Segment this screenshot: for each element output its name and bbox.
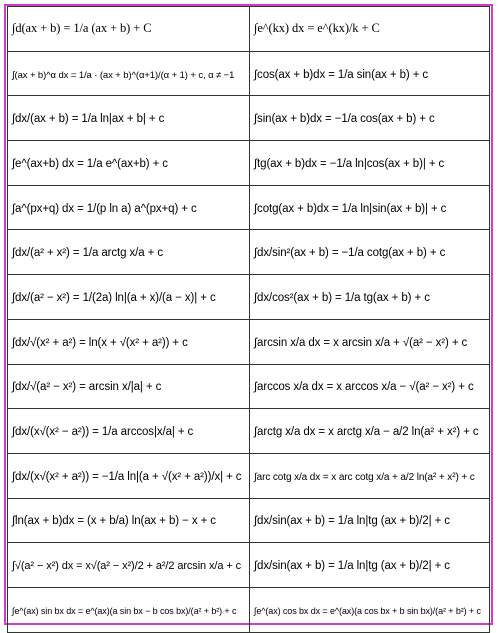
formula-cell (250, 96, 490, 141)
formula: ∫(ax + b)^α dx = 1/a · (ax + b)^(α+1)/(α + 1) + c, α ≠ −1 (12, 69, 235, 81)
table-row (8, 319, 490, 364)
table-row (8, 543, 490, 588)
formula: ∫cos(ax + b)dx = 1/a sin(ax + b) + c (254, 68, 429, 81)
formula: ∫dx/(x√(x² + a²)) = −1/a ln|(a + √(x² + a²))/x| + c (12, 470, 242, 483)
formula-cell (250, 453, 490, 498)
formula: ∫dx/cos²(ax + b) = 1/a tg(ax + b) + c (254, 291, 430, 304)
formula-cell (8, 319, 250, 364)
formula: ∫dx/(x√(x² − a²)) = 1/a arccos|x/a| + c (12, 426, 194, 439)
table-row (8, 7, 490, 52)
formula-cell (8, 587, 250, 632)
formula: ∫√(a² − x²) dx = x√(a² − x²)/2 + a²/2 arcsin x/a + c (12, 560, 242, 573)
formula: ∫cotg(ax + b)dx = 1/a ln|sin(ax + b)| + c (254, 202, 447, 215)
formula-cell (250, 364, 490, 409)
formula-cell (8, 453, 250, 498)
formula: ∫sin(ax + b)dx = −1/a cos(ax + b) + c (254, 113, 435, 126)
formula: ∫arcsin x/a dx = x arcsin x/a + √(a² − x²) + c (254, 336, 468, 349)
formula: ∫dx/√(a² − x²) = arcsin x/|a| + c (12, 381, 162, 394)
formula: ∫tg(ax + b)dx = −1/a ln|cos(ax + b)| + c (254, 157, 445, 170)
formula-cell (250, 543, 490, 588)
formula-cell (250, 141, 490, 186)
formula-cell (8, 141, 250, 186)
formula: ∫e^(ax) cos bx dx = e^(ax)(a cos bx + b sin bx)/(a² + b²) + c (254, 605, 481, 616)
formula-cell (250, 230, 490, 275)
formula: ∫arccos x/a dx = x arccos x/a − √(a² − x²) + c (254, 381, 474, 394)
formula: ∫e^(ax+b) dx = 1/a e^(ax+b) + c (12, 157, 168, 170)
table-row (8, 364, 490, 409)
formula-cell (250, 7, 490, 52)
formula: ∫dx/(a² − x²) = 1/(2a) ln|(a + x)/(a − x)| + c (12, 291, 216, 304)
formula-cell (8, 275, 250, 320)
formula: ∫arctg x/a dx = x arctg x/a − a/2 ln(a² + x²) + c (254, 426, 479, 439)
formula-cell (250, 51, 490, 96)
table-row (8, 275, 490, 320)
table-row (8, 453, 490, 498)
table-row (8, 141, 490, 186)
formula: ∫e^(ax) sin bx dx = e^(ax)(a sin bx − b cos bx)/(a² + b²) + c (12, 605, 237, 616)
table-row (8, 409, 490, 454)
formula: ∫ln(ax + b)dx = (x + b/a) ln(ax + b) − x + c (12, 515, 216, 528)
formula-cell (250, 587, 490, 632)
formula-cell (8, 51, 250, 96)
formula-cell (8, 364, 250, 409)
formula-cell (8, 409, 250, 454)
formula-cell (8, 498, 250, 543)
formula-cell (250, 498, 490, 543)
formula: ∫dx/sin²(ax + b) = −1/a cotg(ax + b) + c (254, 247, 446, 260)
formula: ∫a^(px+q) dx = 1/(p ln a) a^(px+q) + c (12, 202, 197, 215)
formula-cell (250, 409, 490, 454)
table-row (8, 587, 490, 632)
table-row (8, 51, 490, 96)
table-row (8, 230, 490, 275)
formula: ∫dx/sin(ax + b) = 1/a ln|tg (ax + b)/2| + c (254, 515, 450, 528)
integral-formula-table (7, 6, 490, 633)
formula-cell (8, 543, 250, 588)
formula: ∫e^(kx) dx = e^(kx)/k + C (254, 21, 380, 36)
formula-cell (250, 319, 490, 364)
formula-cell (8, 230, 250, 275)
formula: ∫d(ax + b) = 1/a (ax + b) + C (12, 21, 152, 36)
formula: ∫dx/√(x² + a²) = ln(x + √(x² + a²)) + c (12, 336, 188, 349)
formula: ∫dx/(a² + x²) = 1/a arctg x/a + c (12, 247, 164, 260)
formula: ∫dx/(ax + b) = 1/a ln|ax + b| + c (12, 113, 165, 126)
formula: ∫dx/sin(ax + b) = 1/a ln|tg (ax + b)/2| + c (254, 560, 450, 573)
formula: ∫arc cotg x/a dx = x arc cotg x/a + a/2 ln(a² + x²) + c (254, 471, 475, 483)
formula-cell (250, 185, 490, 230)
table-row (8, 498, 490, 543)
formula-cell (8, 96, 250, 141)
formula-cell (8, 7, 250, 52)
formula-cell (250, 275, 490, 320)
table-row (8, 96, 490, 141)
formula-cell (8, 185, 250, 230)
table-row (8, 185, 490, 230)
